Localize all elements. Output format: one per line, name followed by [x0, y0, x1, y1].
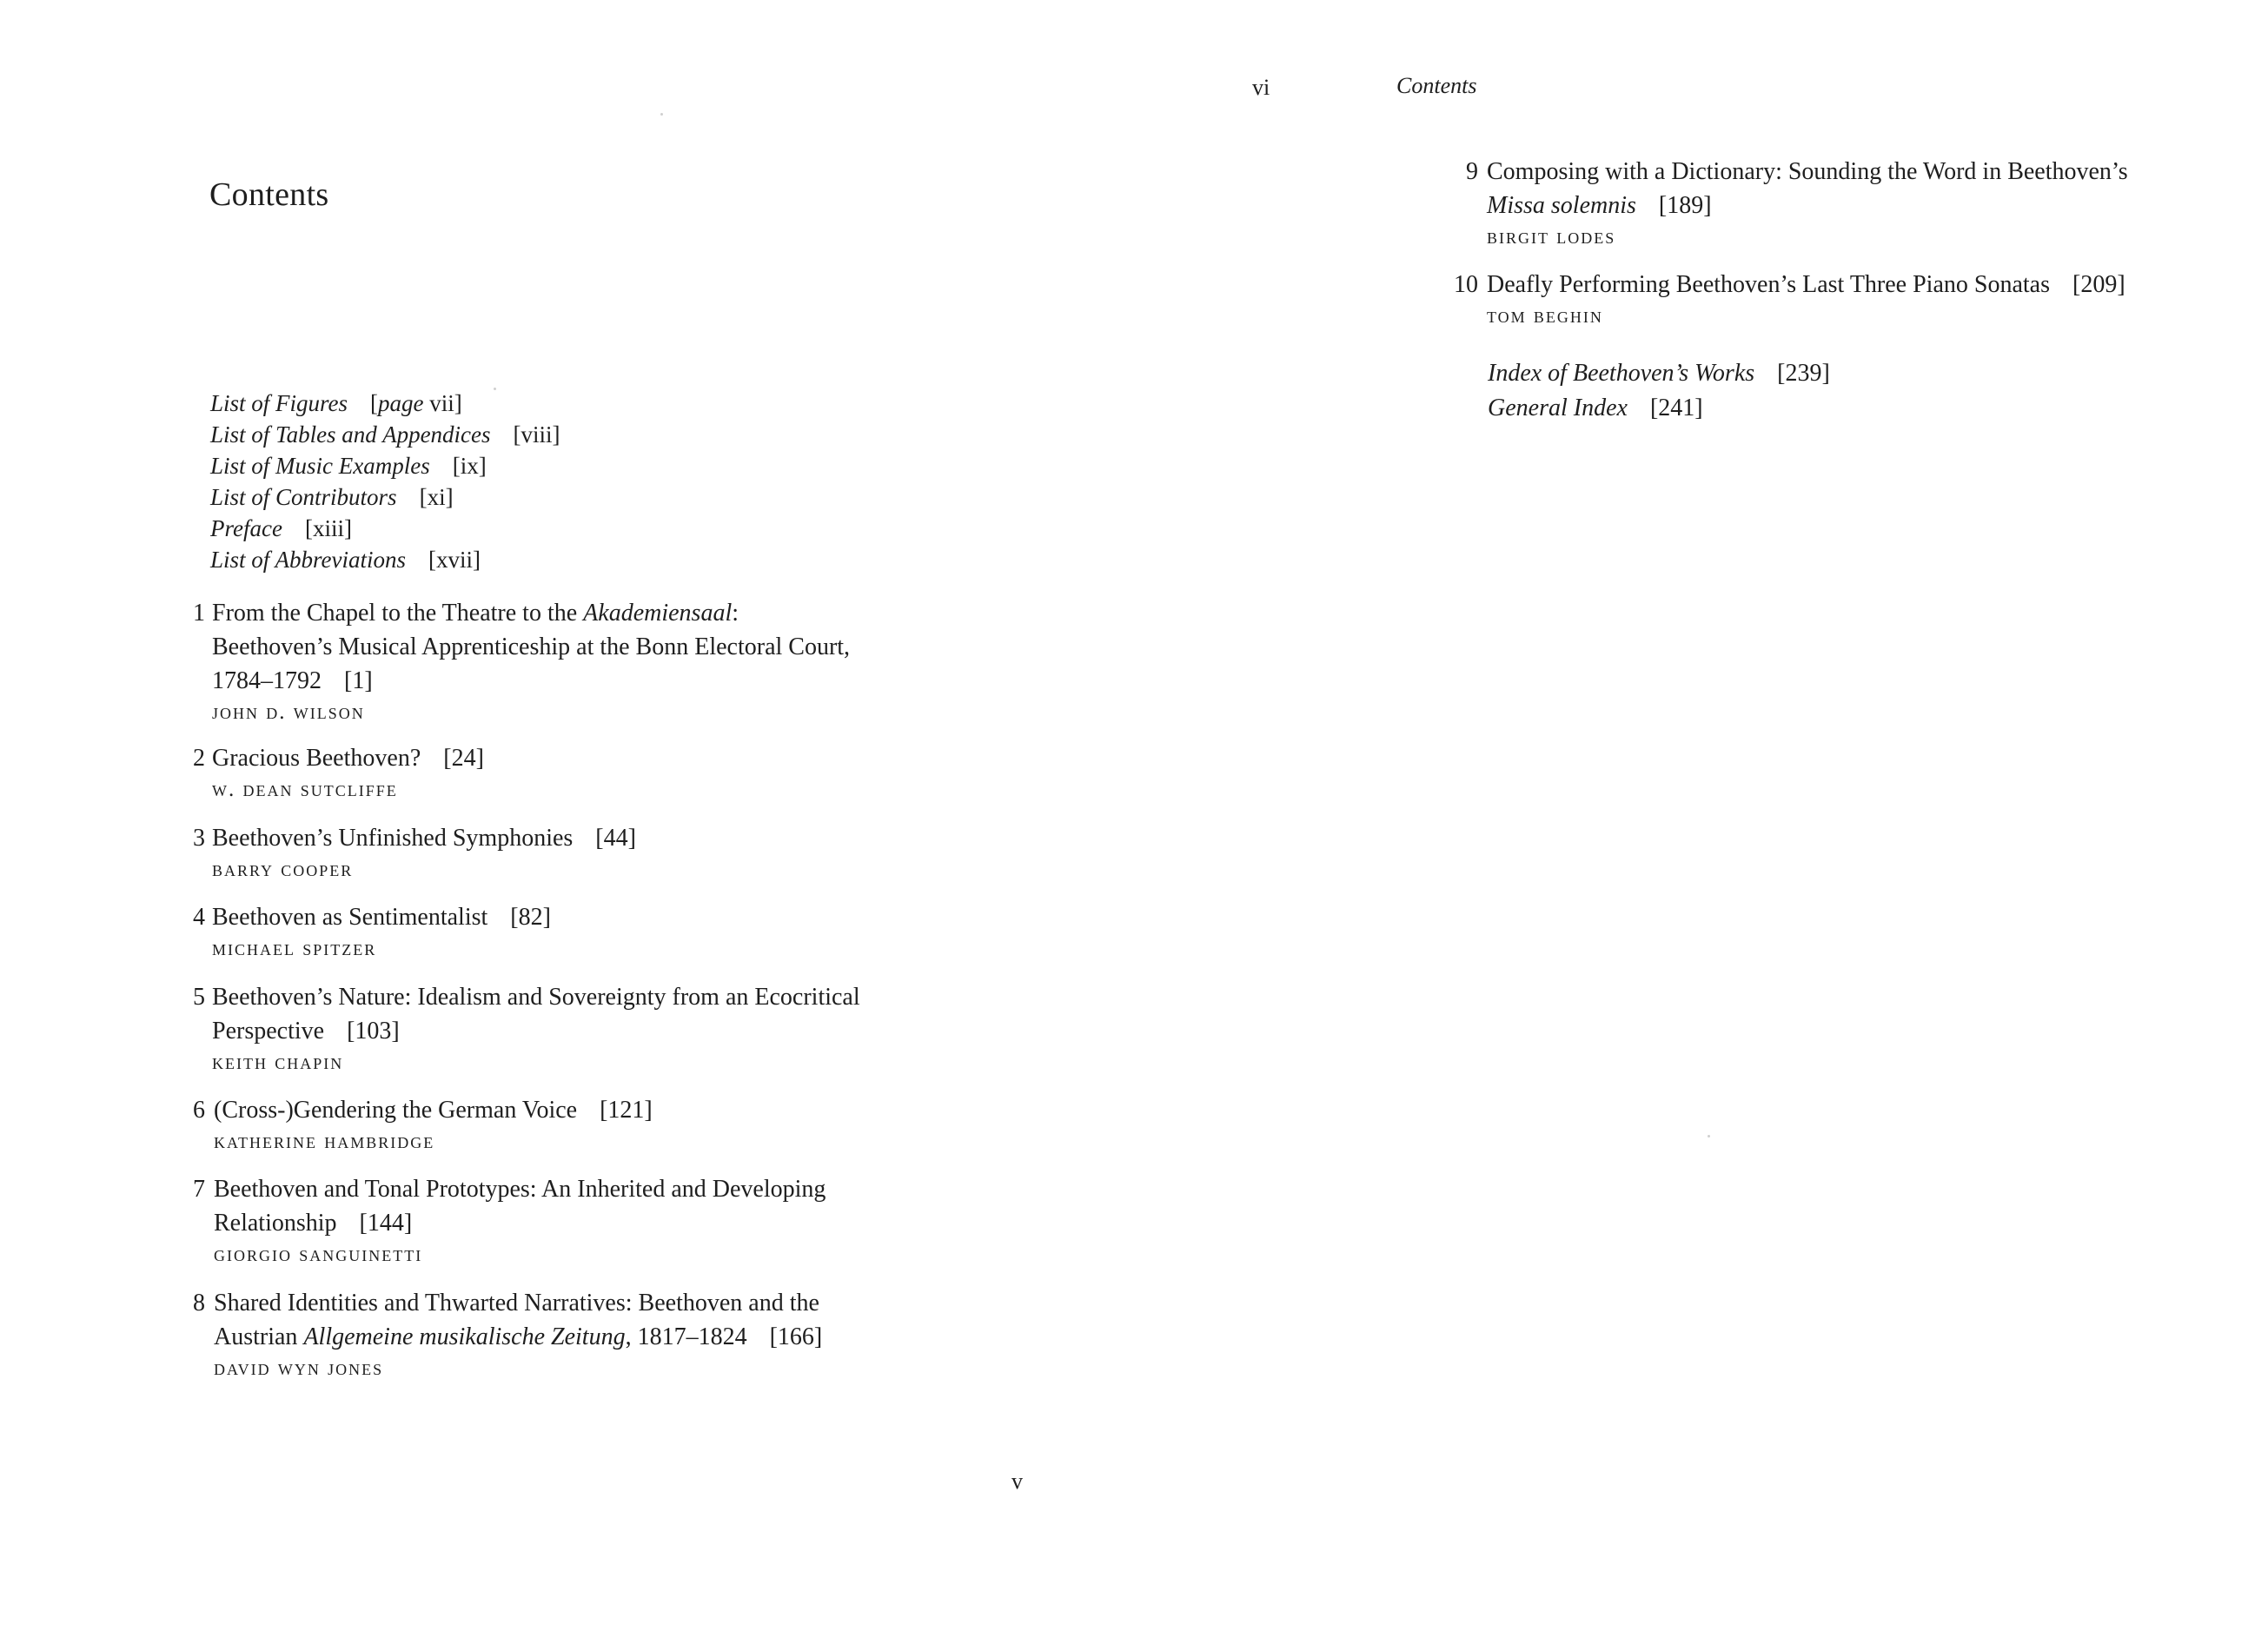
chapter-number: 7 [193, 1176, 205, 1203]
chapter-entry-5 [193, 980, 860, 1078]
chapter-title-line: Beethoven’s Unfinished Symphonies [44] [212, 825, 636, 852]
front-matter-page: [viii] [513, 421, 560, 448]
page-number: vi [1252, 75, 1270, 100]
chapter-title-line: Austrian Allgemeine musikalische Zeitung, 1817–1824 [166] [214, 1323, 823, 1350]
chapter-title-line: From the Chapel to the Theatre to the Akademiensaal: [212, 600, 739, 627]
chapter-page: [44] [595, 825, 636, 852]
chapter-title-line: 1784–1792 [1] [212, 667, 373, 694]
chapter-title-line: (Cross-)Gendering the German Voice [121] [214, 1097, 653, 1124]
chapter-number: 9 [1466, 158, 1478, 185]
front-matter-title: List of Music Examples [210, 453, 430, 479]
chapter-entry-7 [193, 1172, 826, 1270]
chapter-page: [1] [344, 667, 373, 694]
index-item [1488, 391, 1830, 426]
chapter-number: 8 [193, 1290, 205, 1317]
chapter-author: michael spitzer [212, 937, 377, 960]
chapter-entry-3 [193, 821, 636, 885]
front-matter-item [210, 481, 560, 513]
chapter-entry-1 [193, 596, 851, 727]
chapter-number: 2 [193, 745, 205, 772]
front-matter-item [210, 513, 560, 544]
index-list [1488, 356, 1830, 426]
chapter-number: 1 [193, 600, 205, 627]
chapter-title-line: Beethoven’s Nature: Idealism and Sovereignty from an Ecocritical [212, 984, 860, 1011]
scan-speck [494, 388, 496, 390]
index-item [1488, 356, 1830, 391]
chapter-author: tom beghin [1487, 304, 1603, 328]
front-matter-item [210, 544, 560, 575]
front-matter-title: List of Abbreviations [210, 547, 407, 573]
chapter-entry-8 [193, 1286, 823, 1383]
chapter-title-line: Deafly Performing Beethoven’s Last Three Piano Sonatas [209] [1487, 271, 2125, 298]
chapter-entry-2 [193, 741, 484, 805]
page-title: Contents [209, 176, 329, 213]
right-page [1134, 0, 2268, 1625]
running-head: Contents [1396, 73, 1477, 98]
chapter-number: 4 [193, 904, 205, 931]
chapter-title-line: Beethoven as Sentimentalist [82] [212, 904, 551, 931]
chapter-title-line: Shared Identities and Thwarted Narratives: Beethoven and the [214, 1290, 819, 1317]
chapter-page: [144] [359, 1210, 413, 1237]
chapter-author: keith chapin [212, 1051, 344, 1074]
chapter-title-line: Perspective [103] [212, 1018, 400, 1045]
front-matter-page: [xiii] [304, 515, 352, 541]
chapter-page: [103] [347, 1018, 400, 1045]
front-matter-title: List of Figures [210, 390, 348, 416]
chapter-entry-9 [1466, 155, 2128, 252]
chapter-title-line: Missa solemnis [189] [1487, 192, 1712, 219]
front-matter-item [210, 419, 560, 450]
chapter-entry-6 [193, 1093, 653, 1157]
chapter-page: [121] [600, 1097, 653, 1124]
scan-speck [1708, 1135, 1710, 1138]
index-page: [239] [1777, 360, 1830, 387]
index-title: General Index [1488, 395, 1628, 421]
chapter-author: david wyn jones [214, 1356, 384, 1380]
chapter-title-line: Beethoven and Tonal Prototypes: An Inherited and Developing [214, 1176, 826, 1203]
front-matter-page: [ix] [452, 453, 487, 479]
chapter-author: katherine hambridge [214, 1130, 435, 1153]
chapter-page: [189] [1658, 192, 1712, 219]
index-title: Index of Beethoven’s Works [1488, 360, 1755, 387]
front-matter-title: List of Tables and Appendices [210, 421, 491, 448]
front-matter-page: [xi] [419, 484, 454, 510]
chapter-number: 5 [193, 984, 205, 1011]
chapter-author: barry cooper [212, 858, 354, 881]
chapter-title-line: Composing with a Dictionary: Sounding the Word in Beethoven’s [1487, 158, 2128, 185]
chapter-entry-4 [193, 900, 551, 964]
front-matter-title: List of Contributors [210, 484, 397, 510]
chapter-page: [209] [2072, 271, 2125, 298]
scan-speck [660, 113, 663, 116]
chapter-author: w. dean sutcliffe [212, 778, 398, 801]
chapter-author: giorgio sanguinetti [214, 1243, 423, 1266]
chapter-page: [24] [443, 745, 484, 772]
front-matter-title: Preface [210, 515, 282, 541]
front-matter-list [210, 388, 560, 575]
chapter-author: john d. wilson [212, 700, 365, 724]
chapter-number: 6 [193, 1097, 205, 1124]
chapter-title-line: Gracious Beethoven? [24] [212, 745, 484, 772]
chapter-page: [166] [769, 1323, 823, 1350]
front-matter-item [210, 450, 560, 481]
index-page: [241] [1649, 395, 1703, 421]
chapter-author: birgit lodes [1487, 225, 1616, 249]
front-matter-item [210, 388, 560, 419]
chapter-title-line: Beethoven’s Musical Apprenticeship at the Bonn Electoral Court, [212, 633, 851, 660]
chapter-entry-10 [1454, 268, 2125, 331]
chapter-title-line: Relationship [144] [214, 1210, 413, 1237]
chapter-number: 3 [193, 825, 205, 852]
front-matter-page: [xvii] [428, 547, 481, 573]
chapter-page: [82] [510, 904, 551, 931]
chapter-number: 10 [1454, 271, 1478, 298]
front-matter-page: [page vii] [370, 390, 462, 416]
page-number: v [1011, 1469, 1023, 1494]
